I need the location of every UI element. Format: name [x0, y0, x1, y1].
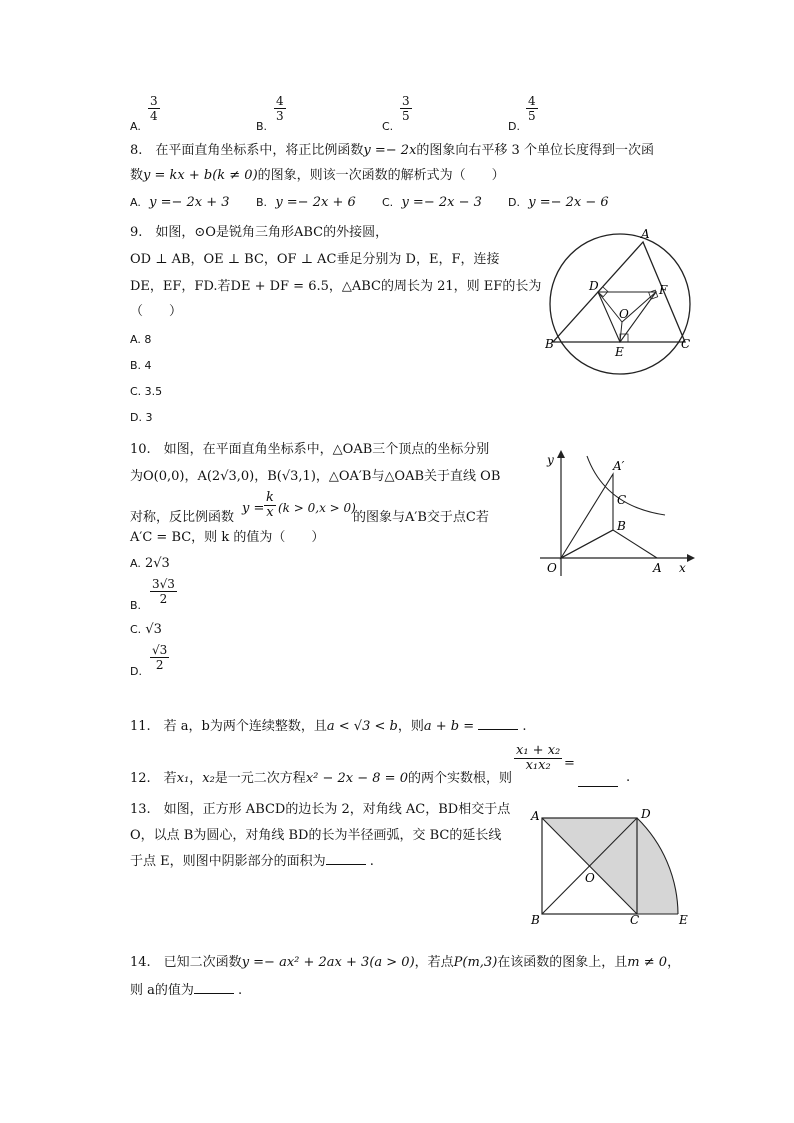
x-axis-arrow — [687, 554, 695, 562]
q13-line-1: 13. 如图，正方形 ABCD的边长为 2，对角线 AC，BD相交于点 — [130, 802, 511, 817]
q13-figure — [525, 806, 695, 930]
question-10 — [130, 439, 530, 683]
label-y: y — [547, 453, 554, 467]
label-e: E — [679, 913, 688, 927]
q9-line-4: （ ） — [130, 304, 183, 319]
label-e: E — [615, 345, 624, 359]
q9-option-d: D. 3 — [130, 411, 153, 424]
q9-option-c: C. 3.5 — [130, 385, 163, 398]
label-o: O — [585, 871, 595, 885]
shaded-arc-region — [637, 818, 678, 914]
label-a: A — [531, 809, 540, 823]
q10-option-d: $\frac{√3}{2}$ D. — [130, 643, 168, 678]
y-axis-arrow — [557, 450, 565, 458]
q9-line-3: DE，EF，FD.若DE + DF = 6.5，△ABC的周长为 21，则 EF的长为 — [130, 279, 542, 294]
triangle-oa2b — [561, 474, 613, 558]
label-b: B — [617, 519, 626, 533]
q9-option-b: B. 4 — [130, 359, 152, 372]
question-12: 12. 若x₁，x₂是一元二次方程x² − 2x − 8 = 0的两个实数根，则 $\frac{\text{x₁ + x₂}}{\text{x₁x₂}}$ = . — [130, 743, 631, 786]
q9-line-1: 9. 如图，⊙O是锐角三角形ABC的外接圆， — [130, 225, 389, 240]
label-a-prime: A′ — [613, 459, 625, 473]
label-a: A — [641, 228, 650, 241]
q10-line-2: 为O(0,0)，A(2√3,0)，B(√3,1)，△OA′B与△OAB关于直线 OB — [130, 469, 501, 484]
q9-line-2: OD ⊥ AB，OE ⊥ BC，OF ⊥ AC垂足分别为 D，E，F，连接 — [130, 252, 500, 267]
q11-answer-blank[interactable] — [478, 717, 518, 730]
q14-line-2: 则 a的值为 . — [130, 983, 243, 998]
q10-option-a: A. 2√3 — [130, 556, 170, 571]
q10-line-4: A′C = BC，则 k 的值为（ ） — [130, 530, 325, 545]
q10-option-c: C. √3 — [130, 622, 162, 637]
q14-answer-blank[interactable] — [194, 981, 234, 994]
label-o: O — [547, 561, 557, 575]
q10-line-1: 10. 如图，在平面直角坐标系中，△OAB三个顶点的坐标分别 — [130, 442, 490, 457]
q13-answer-blank[interactable] — [326, 852, 366, 865]
question-9 — [130, 222, 540, 429]
question-8: 8. 在平面直角坐标系中，将正比例函数y =− 2x的图象向右平移 3 个单位长度得到一次函 数y = kx + b(k ≠ 0)的图象，则该一次函数的解析式为（ ） A. y =− 2x + 3 B. y =− 2x + 6 C. y =− 2x − 3 D. y =− 2x − 6 — [130, 140, 690, 187]
label-a: A — [653, 561, 662, 575]
question-13 — [130, 799, 550, 873]
q14-line-1: 14. 已知二次函数y =− ax² + 2ax + 3(a > 0)，若点P(m,3)在该函数的图象上，且m ≠ 0， — [130, 955, 681, 970]
q10-line-3: 对称，反比例函数 y = $\frac{k}{x}$ (k > 0,x > 0) 的图象与A′B交于点C若 — [130, 490, 489, 525]
label-o: O — [619, 307, 629, 321]
label-b: B — [545, 337, 554, 351]
label-d: D — [641, 807, 651, 821]
label-f: F — [659, 283, 668, 297]
q8-line-2: 数y = kx + b(k ≠ 0)的图象，则该一次函数的解析式为（ ） — [130, 168, 505, 183]
label-c: C — [630, 913, 640, 927]
q12-answer-blank[interactable] — [578, 774, 618, 787]
label-x: x — [679, 561, 686, 575]
q10-figure — [535, 448, 695, 580]
question-14 — [130, 952, 690, 1002]
q7-options: A. $\frac{3}{4}$ B. $\frac{4}{3}$ C. $\frac{3}{5}$ D. $\frac{4}{5}$ — [130, 94, 536, 133]
label-d: D — [589, 279, 599, 293]
label-b: B — [531, 913, 540, 927]
question-11: 11. 若 a，b为两个连续整数，且a < √3 < b，则a + b = . — [130, 719, 527, 734]
q9-option-a: A. 8 — [130, 333, 152, 346]
label-c: C — [617, 493, 627, 507]
label-c: C — [681, 337, 691, 351]
q12-fraction: $\frac{\text{x₁ + x₂}}{\text{x₁x₂}}$ — [516, 743, 561, 773]
q10-option-b: $\frac{3√3}{2}$ B. — [130, 577, 175, 612]
q8-line-1: 8. 在平面直角坐标系中，将正比例函数y =− 2x的图象向右平移 3 个单位长度得到一次函 — [130, 143, 654, 158]
q13-line-3: 于点 E，则图中阴影部分的面积为 . — [130, 854, 374, 869]
q13-line-2: O，以点 B为圆心，对角线 BD的长为半径画弧，交 BC的延长线 — [130, 828, 502, 843]
q9-figure — [545, 228, 695, 378]
